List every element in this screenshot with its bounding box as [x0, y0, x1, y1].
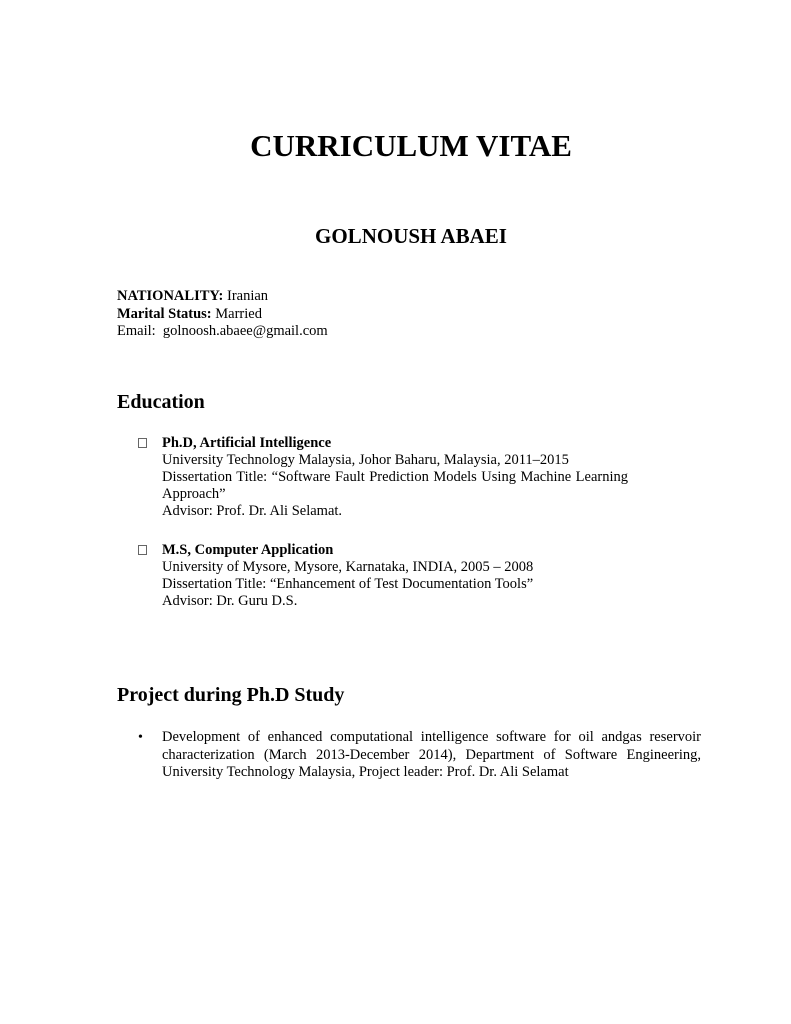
- personal-info: [117, 288, 328, 341]
- person-name: GOLNOUSH ABAEI: [315, 224, 507, 248]
- project-description: Development of enhanced computational intelligence software for oil andgas reservoir characterization (March 2013-December 2014), Department of Software Engineering, University Technology Malaysia, Project leader: Prof. Dr. Ali Selamat: [162, 729, 701, 780]
- nationality-value: Iranian: [226, 288, 269, 304]
- degree-title: M.S, Computer Application: [162, 542, 334, 558]
- education-entry-phd: [138, 435, 628, 520]
- email-line: [117, 323, 328, 341]
- education-entry-ms: [138, 542, 628, 610]
- dissertation-title: Dissertation Title: “Enhancement of Test Documentation Tools”: [162, 576, 534, 592]
- email-value: golnoosh.abaee@gmail.com: [162, 323, 328, 339]
- document-title: CURRICULUM VITAE: [250, 128, 572, 163]
- degree-title: Ph.D, Artificial Intelligence: [162, 435, 332, 451]
- nationality-line: [117, 288, 328, 306]
- marital-status-line: [117, 306, 328, 324]
- advisor: Advisor: Prof. Dr. Ali Selamat.: [162, 503, 343, 519]
- checkbox-glyph-icon: [138, 545, 147, 555]
- marital-status-label: Marital Status:: [117, 305, 212, 322]
- email-label: Email:: [117, 323, 156, 339]
- institution: University of Mysore, Mysore, Karnataka, INDIA, 2005 – 2008: [162, 559, 534, 575]
- institution: University Technology Malaysia, Johor Baharu, Malaysia, 2011–2015: [162, 452, 569, 468]
- bullet-icon: •: [138, 730, 143, 745]
- nationality-label: NATIONALITY:: [117, 288, 224, 304]
- projects-heading: Project during Ph.D Study: [117, 684, 345, 706]
- dissertation-title: Dissertation Title: “Software Fault Prediction Models Using Machine Learning Approach”: [162, 469, 628, 502]
- checkbox-glyph-icon: [138, 438, 147, 448]
- project-item: [138, 729, 701, 782]
- marital-status-value: Married: [215, 305, 262, 322]
- advisor: Advisor: Dr. Guru D.S.: [162, 593, 298, 609]
- education-heading: Education: [117, 391, 205, 413]
